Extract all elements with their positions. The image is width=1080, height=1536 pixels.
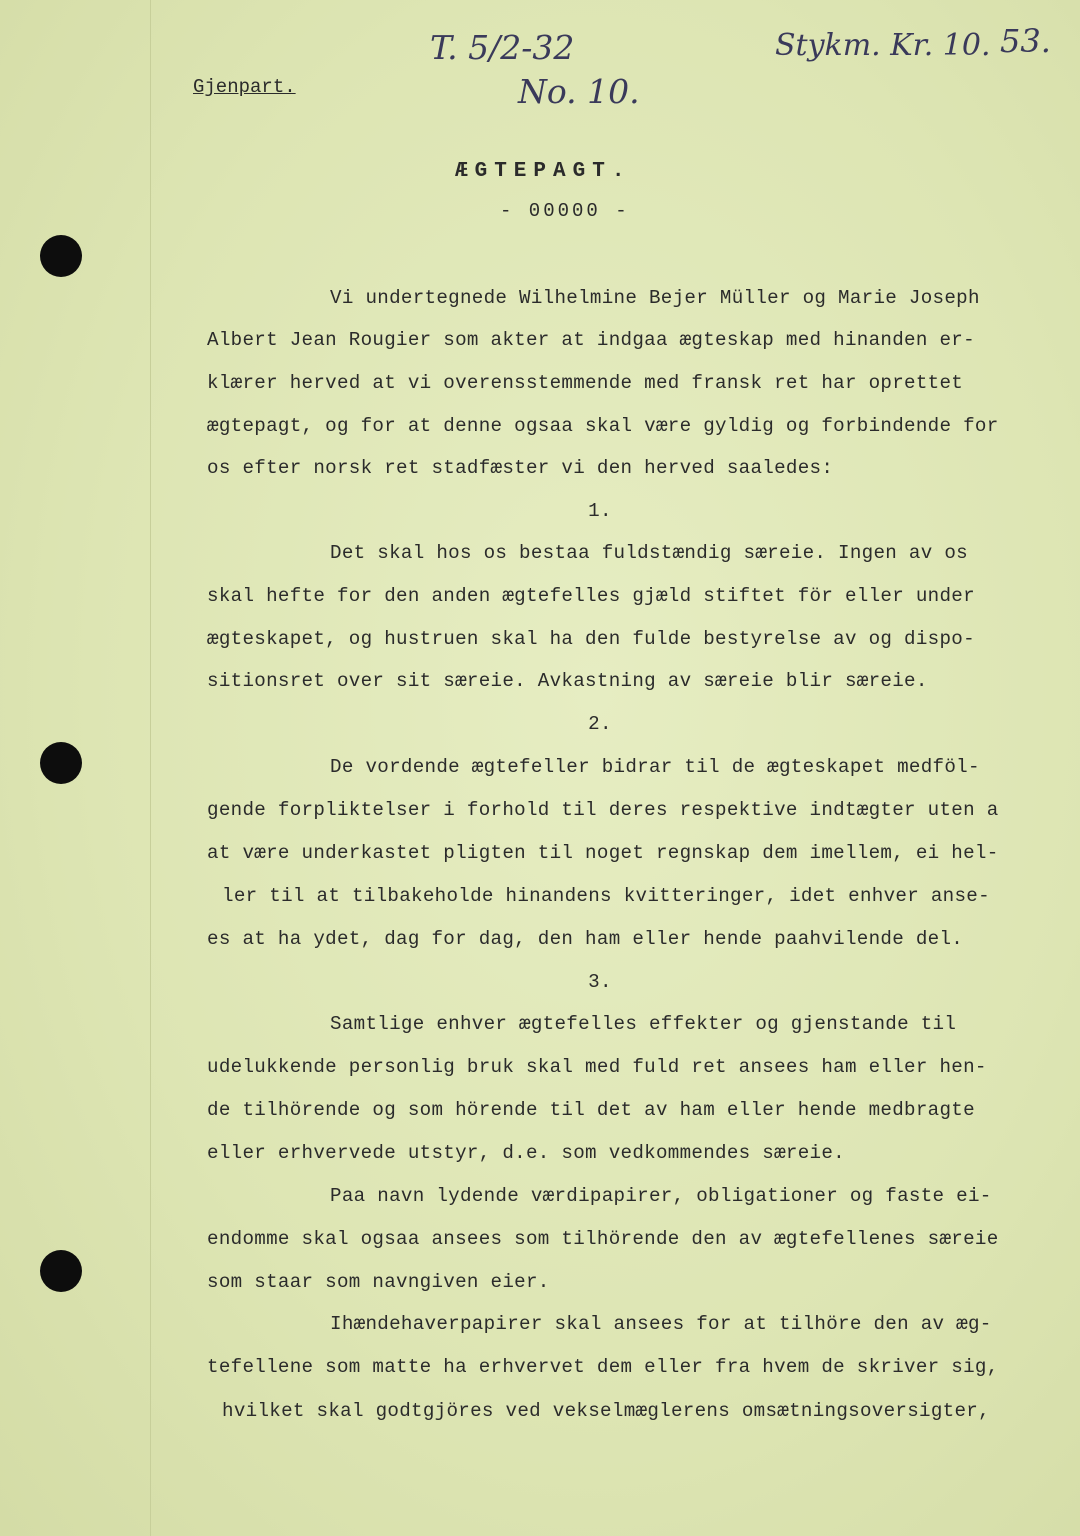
handwritten-archive-ref: Stykm. Kr. 10. <box>775 28 991 63</box>
text-line: at være underkastet pligten til noget regnskap dem imellem, ei hel- <box>207 842 999 864</box>
text-line: de tilhörende og som hörende til det av ham eller hende medbragte <box>207 1099 975 1121</box>
title-separator: - 00000 - <box>500 200 630 222</box>
text-line: Albert Jean Rougier som akter at indgaa ægteskap med hinanden er- <box>207 329 975 351</box>
text-line: sitionsret over sit særeie. Avkastning av særeie blir særeie. <box>207 670 928 692</box>
text-line: Det skal hos os bestaa fuldstændig særeie. Ingen av os <box>330 542 968 564</box>
copy-label: Gjenpart. <box>193 76 296 98</box>
page-number: 53. <box>1000 22 1051 60</box>
text-line: endomme skal ogsaa ansees som tilhörende den av ægtefellenes særeie <box>207 1228 999 1250</box>
margin-line <box>150 0 151 1536</box>
punch-hole-middle <box>40 742 82 784</box>
text-line: es at ha ydet, dag for dag, den ham eller hende paahvilende del. <box>207 928 964 950</box>
document-title: ÆGTEPAGT. <box>455 160 632 183</box>
text-line: ler til at tilbakeholde hinandens kvitteringer, idet enhver anse- <box>222 885 990 907</box>
handwritten-date: T. 5/2-32 <box>430 28 575 67</box>
text-line: gende forpliktelser i forhold til deres respektive indtægter uten a <box>207 799 999 821</box>
text-line: eller erhvervede utstyr, d.e. som vedkommendes særeie. <box>207 1142 845 1164</box>
text-line: tefellene som matte ha erhvervet dem eller fra hvem de skriver sig, <box>207 1356 999 1378</box>
text-line: skal hefte for den anden ægtefelles gjæld stiftet för eller under <box>207 585 975 607</box>
punch-hole-bottom <box>40 1250 82 1292</box>
text-line: som staar som navngiven eier. <box>207 1271 550 1293</box>
text-line: ægteskapet, og hustruen skal ha den fulde bestyrelse av og dispo- <box>207 628 975 650</box>
text-line: Samtlige enhver ægtefelles effekter og gjenstande til <box>330 1013 957 1035</box>
section-number: 3. <box>588 971 612 993</box>
punch-hole-top <box>40 235 82 277</box>
text-line: klærer herved at vi overensstemmende med fransk ret har oprettet <box>207 372 964 394</box>
text-line: De vordende ægtefeller bidrar til de ægteskapet medföl- <box>330 756 980 778</box>
section-number: 2. <box>588 713 612 735</box>
text-line: hvilket skal godtgjöres ved vekselmæglerens omsætningsoversigter, <box>222 1400 990 1422</box>
text-line: Ihændehaverpapirer skal ansees for at tilhöre den av æg- <box>330 1313 992 1335</box>
handwritten-number: No. 10. <box>518 72 640 111</box>
text-line: ægtepagt, og for at denne ogsaa skal være gyldig og forbindende for <box>207 415 999 437</box>
text-line: Paa navn lydende værdipapirer, obligationer og faste ei- <box>330 1185 992 1207</box>
text-line: Vi undertegnede Wilhelmine Bejer Müller og Marie Joseph <box>330 287 980 309</box>
text-line: udelukkende personlig bruk skal med fuld ret ansees ham eller hen- <box>207 1056 987 1078</box>
text-line: os efter norsk ret stadfæster vi den herved saaledes: <box>207 457 834 479</box>
section-number: 1. <box>588 500 612 522</box>
